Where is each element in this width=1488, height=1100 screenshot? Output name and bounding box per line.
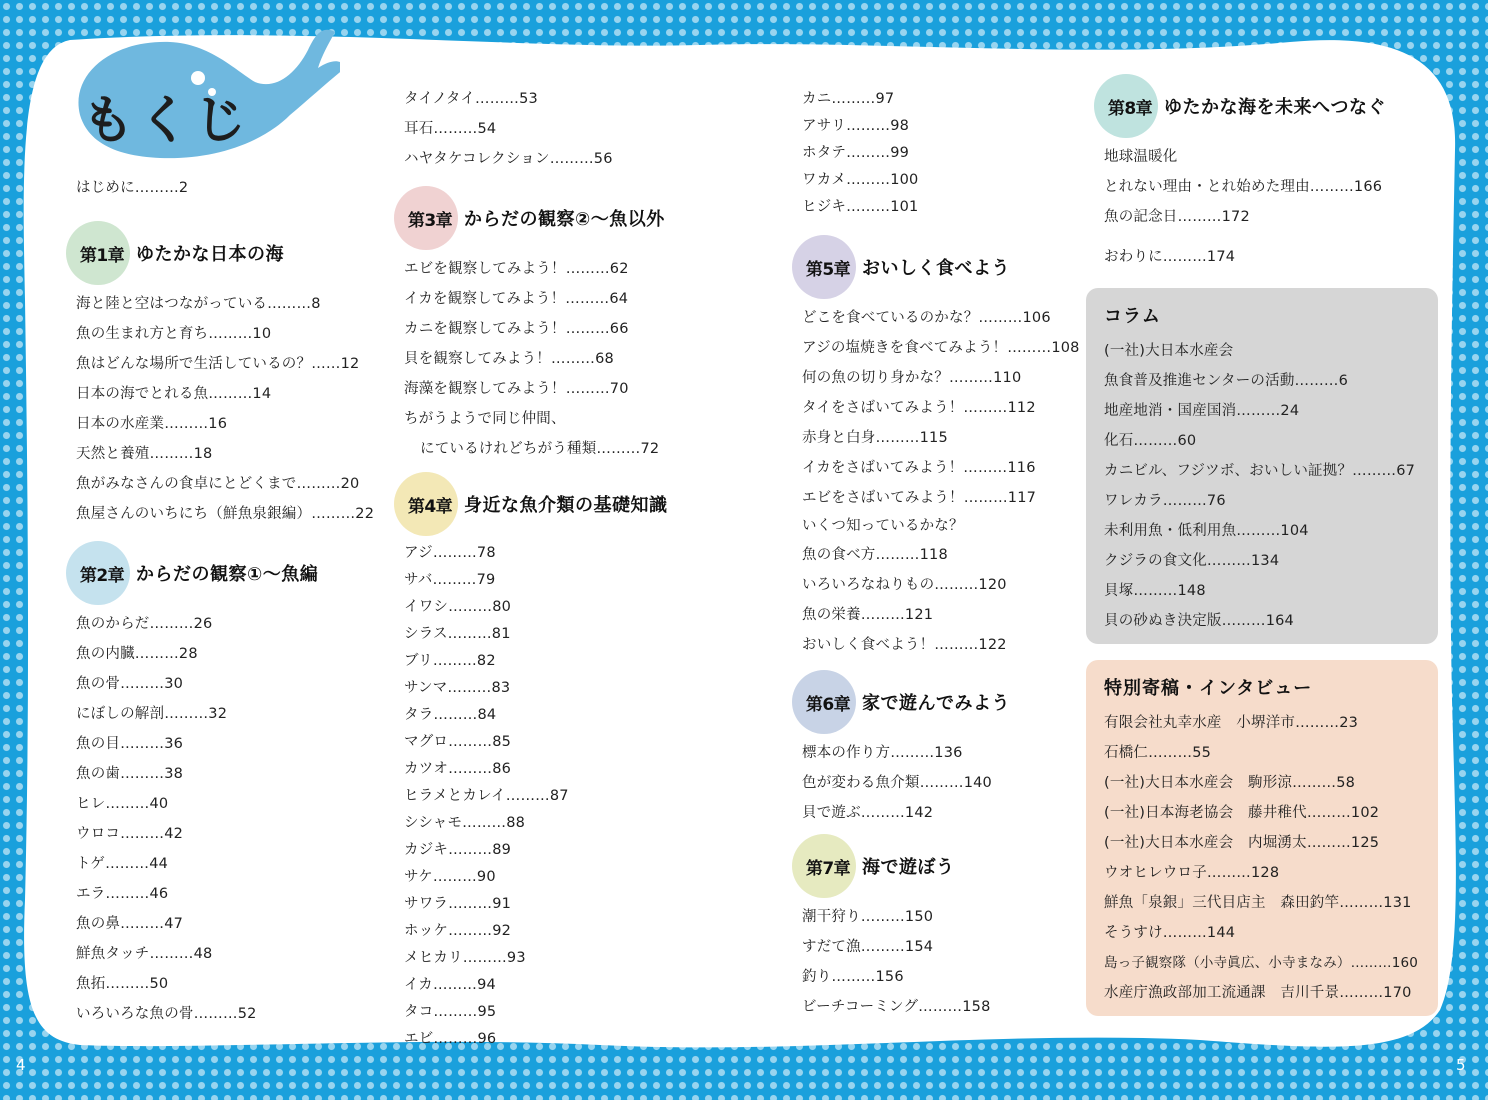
special-entry[interactable]: (一社)大日本水産会 駒形涼………58	[1104, 775, 1356, 791]
column-entry[interactable]: カニビル、フジツボ、おいしい証拠？………67	[1104, 463, 1416, 479]
toc-entry[interactable]: にているけれどちがう種類………72	[420, 441, 660, 457]
toc-entry[interactable]: いろいろなねりもの………120	[802, 577, 1007, 593]
toc-entry[interactable]: ウロコ………42	[76, 826, 184, 842]
toc-entry[interactable]: 赤身と白身………115	[802, 430, 948, 446]
toc-outro[interactable]: おわりに………174	[1104, 249, 1236, 265]
chapter-4-title: 身近な魚介類の基礎知識	[464, 495, 668, 516]
toc-entry[interactable]: 魚の記念日………172	[1104, 209, 1250, 225]
toc-entry[interactable]: ホタテ………99	[802, 145, 910, 161]
toc-entry[interactable]: タコ………95	[404, 1004, 497, 1020]
page-title: もくじ	[82, 91, 251, 151]
special-list	[1104, 708, 1420, 1008]
toc-entry[interactable]: エビ………96	[404, 1031, 497, 1047]
special-entry[interactable]: (一社)大日本水産会 内堀湧太………125	[1104, 835, 1380, 851]
chapter-2-continued-list	[404, 84, 734, 174]
toc-entry[interactable]: 魚の骨………30	[76, 676, 184, 692]
toc-entry[interactable]: アジ………78	[404, 545, 496, 561]
column-entry[interactable]: 貝の砂ぬき決定版………164	[1104, 613, 1294, 629]
toc-entry[interactable]: 魚の内臓………28	[76, 646, 198, 662]
chapter-1-header	[76, 219, 376, 287]
chapter-3-title: からだの観察②～魚以外	[464, 209, 665, 230]
toc-entry[interactable]: 潮干狩り………150	[802, 909, 934, 925]
toc-entry[interactable]: マグロ………85	[404, 734, 512, 750]
toc-entry[interactable]: 釣り………156	[802, 969, 904, 985]
chapter-8-circle	[1094, 74, 1158, 138]
toc-entry[interactable]: メヒカリ………93	[404, 950, 526, 966]
chapter-4-label: 第4章	[407, 496, 453, 517]
column-list	[1104, 336, 1420, 636]
toc-column-2	[404, 84, 734, 1053]
toc-entry[interactable]: カニを観察してみよう！………66	[404, 321, 629, 337]
chapter-8-list	[1104, 142, 1444, 232]
column-entry[interactable]: 化石………60	[1104, 433, 1197, 449]
chapter-5-circle	[792, 235, 856, 299]
chapter-6-title: 家で遊んでみよう	[862, 693, 1010, 714]
special-entry[interactable]: 石橋仁………55	[1104, 745, 1212, 761]
toc-entry[interactable]: 貝を観察してみよう！………68	[404, 351, 614, 367]
toc-entry[interactable]: サケ………90	[404, 869, 496, 885]
column-entry[interactable]: クジラの食文化………134	[1104, 553, 1280, 569]
toc-entry[interactable]: タラ………84	[404, 707, 497, 723]
toc-entry[interactable]: 魚はどんな場所で生活しているの？……12	[76, 356, 360, 372]
page-number-right: 5	[1456, 1056, 1466, 1074]
toc-entry[interactable]: いくつ知っているかな？	[802, 518, 964, 534]
toc-entry[interactable]: ホッケ………92	[404, 923, 512, 939]
toc-entry[interactable]: 日本の海でとれる魚………14	[76, 386, 272, 402]
chapter-4-continued-list	[802, 86, 1092, 221]
toc-entry[interactable]: にぼしの解剖………32	[76, 706, 228, 722]
toc-entry[interactable]: イカを観察してみよう！………64	[404, 291, 629, 307]
toc-entry[interactable]: トゲ………44	[76, 856, 169, 872]
column-entry[interactable]: 貝塚………148	[1104, 583, 1206, 599]
chapter-1-circle	[66, 221, 130, 285]
toc-entry[interactable]: 魚の食べ方………118	[802, 547, 948, 563]
toc-entry[interactable]: イカ………94	[404, 977, 496, 993]
chapter-7-list	[802, 902, 1092, 1022]
toc-entry[interactable]: ヒジキ………101	[802, 199, 919, 215]
toc-entry[interactable]: エビをさばいてみよう！………117	[802, 490, 1037, 506]
toc-entry[interactable]: サバ………79	[404, 572, 496, 588]
toc-entry[interactable]: どこを食べているのかな？………106	[802, 310, 1051, 326]
special-entry[interactable]: 水産庁漁政部加工流通課 吉川千景………170	[1104, 985, 1412, 1001]
toc-entry[interactable]: 何の魚の切り身かな？………110	[802, 370, 1022, 386]
chapter-3-list	[404, 254, 734, 464]
toc-entry[interactable]: シラス………81	[404, 626, 511, 642]
chapter-6-label: 第6章	[805, 694, 851, 715]
chapter-5-label: 第5章	[805, 259, 851, 280]
toc-entry[interactable]: ヒレ………40	[76, 796, 169, 812]
title-area	[60, 20, 340, 170]
special-entry[interactable]: そうすけ………144	[1104, 925, 1236, 941]
special-box	[1086, 660, 1438, 1016]
chapter-2-circle	[66, 541, 130, 605]
toc-entry[interactable]: イワシ………80	[404, 599, 512, 615]
toc-column-3	[802, 86, 1092, 1022]
chapter-6-circle	[792, 670, 856, 734]
toc-entry[interactable]: カジキ………89	[404, 842, 512, 858]
chapter-5-list	[802, 303, 1092, 660]
toc-entry[interactable]: 日本の水産業………16	[76, 416, 228, 432]
chapter-2-title: からだの観察①～魚編	[136, 564, 319, 585]
toc-entry[interactable]: ワカメ………100	[802, 172, 919, 188]
special-entry[interactable]: 鮮魚「泉銀」三代目店主 森田釣竿………131	[1104, 895, 1412, 911]
toc-entry[interactable]: タイノタイ………53	[404, 91, 538, 107]
chapter-1-label: 第1章	[79, 245, 125, 266]
chapter-5-title: おいしく食べよう	[862, 258, 1010, 279]
page-number-left: 4	[16, 1056, 26, 1074]
chapter-2-list	[76, 609, 376, 1029]
chapter-1-list	[76, 289, 376, 529]
toc-entry[interactable]: アサリ………98	[802, 118, 910, 134]
toc-entry[interactable]: 魚がみなさんの食卓にとどくまで………20	[76, 476, 360, 492]
toc-entry[interactable]: カニ………97	[802, 91, 895, 107]
toc-entry[interactable]: おいしく食べよう！………122	[802, 637, 1007, 653]
toc-entry[interactable]: シシャモ………88	[404, 815, 526, 831]
chapter-8-header	[1104, 72, 1444, 140]
toc-entry[interactable]: 魚屋さんのいちにち（鮮魚泉銀編）………22	[76, 506, 375, 522]
toc-entry[interactable]: サワラ………91	[404, 896, 512, 912]
toc-entry[interactable]: イカをさばいてみよう！………116	[802, 460, 1036, 476]
toc-entry[interactable]: 魚のからだ………26	[76, 616, 213, 632]
toc-entry[interactable]: 海藻を観察してみよう！………70	[404, 381, 629, 397]
toc-entry[interactable]: すだて漁………154	[802, 939, 934, 955]
column-entry[interactable]: 未利用魚・低利用魚………104	[1104, 523, 1309, 539]
toc-intro[interactable]: はじめに………2	[76, 180, 189, 196]
chapter-3-label: 第3章	[407, 210, 453, 231]
toc-entry[interactable]: 魚の歯………38	[76, 766, 184, 782]
toc-entry[interactable]: ヒラメとカレイ………87	[404, 788, 569, 804]
chapter-8-title: ゆたかな海を未来へつなぐ	[1164, 97, 1386, 118]
toc-entry[interactable]: ハヤタケコレクション………56	[404, 151, 613, 167]
toc-entry[interactable]: とれない理由・とれ始めた理由………166	[1104, 179, 1383, 195]
special-entry[interactable]: 有限会社丸幸水産 小堺洋市………23	[1104, 715, 1359, 731]
toc-entry[interactable]: タイをさばいてみよう！………112	[802, 400, 1036, 416]
chapter-4-header	[404, 470, 734, 538]
toc-entry[interactable]: サンマ………83	[404, 680, 511, 696]
toc-entry[interactable]: 魚の生まれ方と育ち………10	[76, 326, 272, 342]
toc-entry[interactable]: 魚の栄養………121	[802, 607, 934, 623]
chapter-5-header	[802, 233, 1092, 301]
chapter-6-header	[802, 668, 1092, 736]
chapter-7-title: 海で遊ぼう	[862, 857, 955, 878]
column-entry[interactable]: 地産地消・国産国消………24	[1104, 403, 1300, 419]
column-entry[interactable]: ワレカラ………76	[1104, 493, 1226, 509]
toc-entry[interactable]: 魚の目………36	[76, 736, 184, 752]
chapter-1-title: ゆたかな日本の海	[136, 244, 284, 265]
chapter-7-header	[802, 832, 1092, 900]
special-entry[interactable]: ウオヒレウロ子………128	[1104, 865, 1280, 881]
toc-entry[interactable]: 地球温暖化	[1104, 149, 1178, 165]
chapter-6-list	[802, 738, 1092, 828]
toc-column-1	[76, 173, 376, 1029]
toc-entry[interactable]: 標本の作り方………136	[802, 745, 963, 761]
chapter-7-circle	[792, 834, 856, 898]
toc-entry[interactable]: 耳石………54	[404, 121, 497, 137]
toc-entry[interactable]: 色が変わる魚介類………140	[802, 775, 992, 791]
chapter-4-circle	[394, 472, 458, 536]
toc-entry[interactable]: 魚の鼻………47	[76, 916, 184, 932]
chapter-7-label: 第7章	[805, 858, 851, 879]
toc-entry[interactable]: ビーチコーミング………158	[802, 999, 991, 1015]
toc-entry[interactable]: エビを観察してみよう！………62	[404, 261, 629, 277]
toc-entry[interactable]: いろいろな魚の骨………52	[76, 1006, 257, 1022]
toc-entry[interactable]: ブリ………82	[404, 653, 496, 669]
toc-entry[interactable]: 天然と養殖………18	[76, 446, 213, 462]
chapter-4-list	[404, 540, 734, 1053]
chapter-3-circle	[394, 186, 458, 250]
toc-entry[interactable]: 海と陸と空はつながっている………8	[76, 296, 321, 312]
special-entry[interactable]: (一社)日本海老協会 藤井稚代………102	[1104, 805, 1380, 821]
chapter-2-header	[76, 539, 376, 607]
chapter-2-label: 第2章	[79, 565, 125, 586]
toc-entry[interactable]: カツオ………86	[404, 761, 512, 777]
toc-entry[interactable]: ちがうようで同じ仲間、	[404, 411, 566, 427]
column-box-title: コラム	[1104, 306, 1161, 327]
chapter-8-label: 第8章	[1107, 98, 1153, 119]
toc-column-4	[1104, 72, 1444, 272]
toc-entry[interactable]: アジの塩焼きを食べてみよう！………108	[802, 340, 1080, 356]
column-box	[1086, 288, 1438, 644]
toc-entry[interactable]: 鮮魚タッチ………48	[76, 946, 213, 962]
toc-entry[interactable]: 魚拓………50	[76, 976, 169, 992]
special-entry[interactable]: 島っ子観察隊（小寺眞広、小寺まなみ）………160	[1104, 955, 1419, 971]
toc-entry[interactable]: エラ………46	[76, 886, 169, 902]
toc-entry[interactable]: 貝で遊ぶ………142	[802, 805, 934, 821]
column-entry[interactable]: 魚食普及推進センターの活動………6	[1104, 373, 1349, 389]
chapter-3-header	[404, 184, 734, 252]
column-entry[interactable]: (一社)大日本水産会	[1104, 343, 1234, 359]
special-box-title: 特別寄稿・インタビュー	[1104, 678, 1313, 699]
